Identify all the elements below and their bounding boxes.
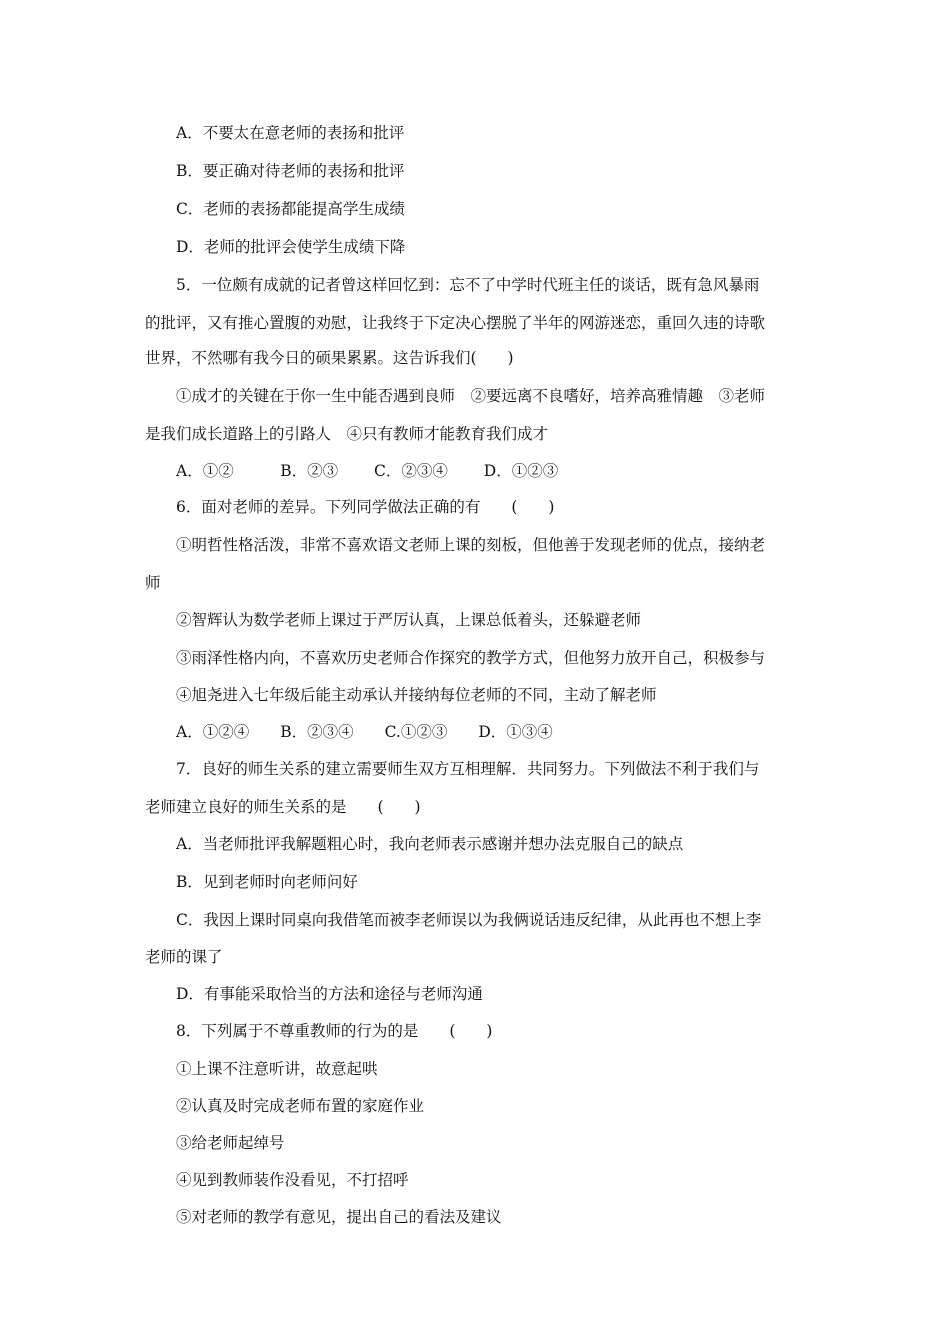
q6-item-1-cont: 师 (145, 574, 161, 592)
q6-item-3: ③雨泽性格内向，不喜欢历史老师合作探究的教学方式，但他努力放开自己，积极参与 (176, 649, 766, 667)
q5-stem-line-1: 5．一位颇有成就的记者曾这样回忆到：忘不了中学时代班主任的谈话，既有急风暴雨 (176, 276, 760, 294)
q5-stem-line-2: 的批评，又有推心置腹的劝慰，让我终于下定决心摆脱了半年的网游迷恋，重回久违的诗歌 (145, 314, 766, 332)
q7-option-a: A．当老师批评我解题粗心时，我向老师表示感谢并想办法克服自己的缺点 (176, 835, 684, 853)
q8-item-4: ④见到教师装作没看见，不打招呼 (176, 1171, 409, 1189)
q8-stem: 8．下列属于不尊重教师的行为的是 ( ) (176, 1022, 493, 1040)
q7-option-c-cont: 老师的课了 (145, 948, 223, 966)
q6-options: A．①②④ B．②③④ C.①②③ D．①③④ (176, 723, 553, 741)
q4-option-d: D．老师的批评会使学生成绩下降 (176, 238, 406, 256)
q8-item-3: ③给老师起绰号 (176, 1134, 285, 1152)
q8-item-1: ①上课不注意听讲，故意起哄 (176, 1060, 378, 1078)
q7-option-c: C．我因上课时同桌向我借笔而被李老师误以为我俩说话违反纪律，从此再也不想上李 (176, 911, 762, 929)
q7-option-d: D．有事能采取恰当的方法和途径与老师沟通 (176, 985, 483, 1003)
q7-stem-line-2: 老师建立良好的师生关系的是 ( ) (145, 798, 421, 816)
q5-statements-line-2: 是我们成长道路上的引路人 ④只有教师才能教育我们成才 (145, 425, 549, 443)
q5-statements-line-1: ①成才的关键在于你一生中能否遇到良师 ②要远离不良嗜好，培养高雅情趣 ③老师 (176, 387, 766, 405)
q8-item-5: ⑤对老师的教学有意见，提出自己的看法及建议 (176, 1208, 502, 1226)
q7-stem-line-1: 7．良好的师生关系的建立需要师生双方互相理解．共同努力。下列做法不利于我们与 (176, 760, 760, 778)
q6-item-2: ②智辉认为数学老师上课过于严厉认真，上课总低着头，还躲避老师 (176, 611, 642, 629)
q4-option-b: B．要正确对待老师的表扬和批评 (176, 162, 405, 180)
q6-stem: 6．面对老师的差异。下列同学做法正确的有 ( ) (176, 498, 555, 516)
q6-item-4: ④旭尧进入七年级后能主动承认并接纳每位老师的不同，主动了解老师 (176, 686, 657, 704)
q5-options: A．①② B．②③ C．②③④ D．①②③ (176, 462, 559, 480)
q7-option-b: B．见到老师时向老师问好 (176, 873, 358, 891)
q8-item-2: ②认真及时完成老师布置的家庭作业 (176, 1097, 425, 1115)
q4-option-c: C．老师的表扬都能提高学生成绩 (176, 200, 405, 218)
q4-option-a: A．不要太在意老师的表扬和批评 (176, 124, 405, 142)
q5-stem-line-3: 世界，不然哪有我今日的硕果累累。这告诉我们( ) (145, 349, 514, 367)
q6-item-1: ①明哲性格活泼，非常不喜欢语文老师上课的刻板，但他善于发现老师的优点，接纳老 (176, 536, 766, 554)
